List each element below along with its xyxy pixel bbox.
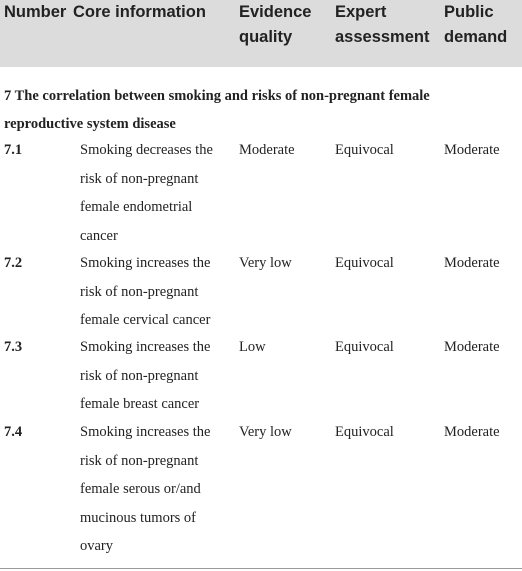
row-number: 7.3 bbox=[4, 339, 23, 355]
row-core-information: Smoking increases the risk of non-pregnant female cervical cancer bbox=[80, 255, 211, 328]
header-quality-line-2: quality bbox=[239, 28, 293, 46]
header-demand-line-2: demand bbox=[444, 28, 508, 46]
table-bottom-rule bbox=[0, 568, 522, 569]
table-header bbox=[0, 0, 522, 67]
section-heading bbox=[4, 82, 514, 138]
header-public-demand bbox=[444, 0, 507, 50]
row-core-information: Smoking increases the risk of non-pregnant female serous or/and mucinous tumors of ovary bbox=[80, 424, 211, 554]
header-number-line: Number bbox=[4, 3, 67, 21]
header-expert-assessment bbox=[335, 0, 429, 50]
row-public-demand: Moderate bbox=[444, 339, 500, 355]
header-core-information bbox=[73, 0, 206, 25]
row-expert-assessment: Equivocal bbox=[335, 424, 394, 440]
row-public-demand: Moderate bbox=[444, 142, 500, 158]
row-evidence-quality: Low bbox=[239, 339, 266, 355]
row-number: 7.4 bbox=[4, 424, 23, 440]
header-expert-line-2: assessment bbox=[335, 28, 430, 46]
row-public-demand: Moderate bbox=[444, 424, 500, 440]
header-core-line: Core information bbox=[73, 3, 206, 21]
row-expert-assessment: Equivocal bbox=[335, 255, 394, 271]
header-expert-line-1: Expert bbox=[335, 3, 387, 21]
header-demand-line-1: Public bbox=[444, 3, 494, 21]
row-public-demand: Moderate bbox=[444, 255, 500, 271]
row-core-information: Smoking increases the risk of non-pregnant female breast cancer bbox=[80, 339, 211, 412]
section-heading-line-2: reproductive system disease bbox=[4, 116, 176, 132]
row-evidence-quality: Moderate bbox=[239, 142, 295, 158]
section-heading-line-1: 7 The correlation between smoking and risks of non-pregnant female bbox=[4, 88, 430, 104]
row-expert-assessment: Equivocal bbox=[335, 339, 394, 355]
row-number: 7.1 bbox=[4, 142, 23, 158]
header-number bbox=[4, 0, 66, 25]
row-evidence-quality: Very low bbox=[239, 255, 292, 271]
row-evidence-quality: Very low bbox=[239, 424, 292, 440]
header-quality-line-1: Evidence bbox=[239, 3, 312, 21]
header-evidence-quality bbox=[239, 0, 311, 50]
row-number: 7.2 bbox=[4, 255, 23, 271]
row-expert-assessment: Equivocal bbox=[335, 142, 394, 158]
row-core-information: Smoking decreases the risk of non-pregnant female endometrial cancer bbox=[80, 142, 213, 244]
